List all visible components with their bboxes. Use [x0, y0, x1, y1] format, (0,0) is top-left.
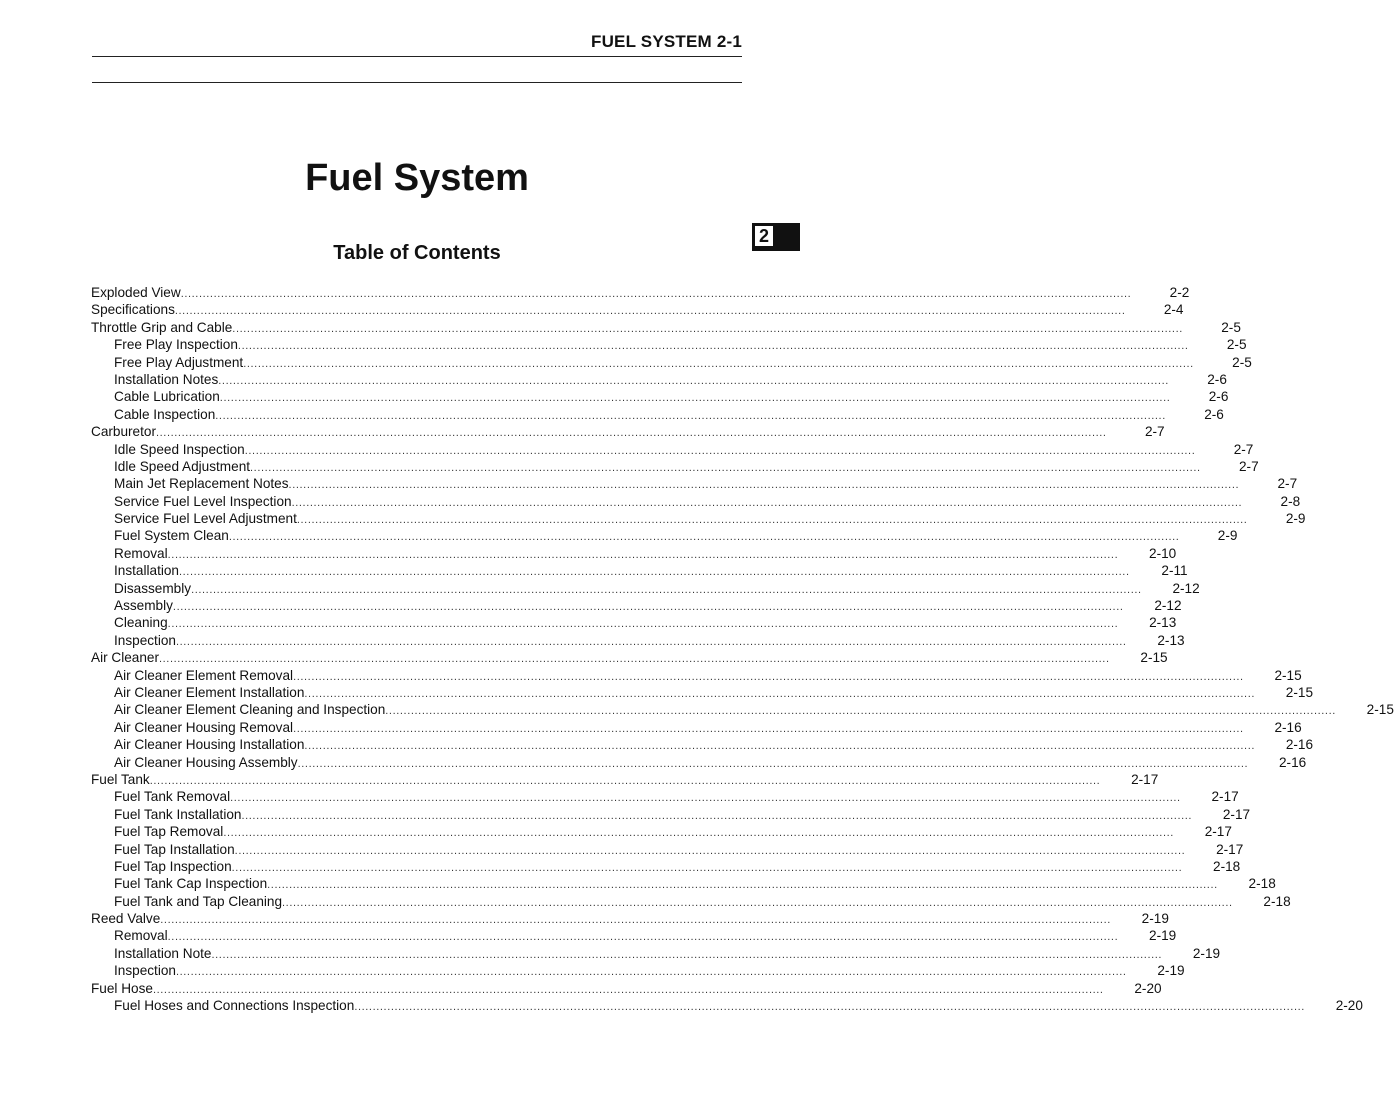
toc-entry-label: Idle Speed Adjustment	[114, 458, 251, 474]
toc-entry[interactable]	[91, 841, 1244, 858]
toc-entry-page: 2-6	[1208, 389, 1229, 405]
toc-entry-label: Fuel Tap Installation	[114, 841, 235, 857]
table-of-contents	[91, 284, 1394, 1014]
toc-entry[interactable]	[91, 945, 1221, 962]
toc-entry[interactable]	[91, 284, 1190, 301]
toc-entry-page: 2-13	[1157, 632, 1185, 648]
toc-entry[interactable]	[91, 510, 1306, 527]
toc-entry-page: 2-18	[1213, 858, 1241, 874]
toc-entry-label: Removal	[114, 545, 168, 561]
dot-leader: ....................................................................................................................................................................................................................................................................	[234, 844, 1186, 857]
dot-leader: ....................................................................................................................................................................................................................................................................	[174, 305, 1126, 318]
toc-entry[interactable]	[91, 980, 1162, 997]
dot-leader: ....................................................................................................................................................................................................................................................................	[218, 374, 1169, 387]
toc-entry-page: 2-5	[1221, 319, 1241, 335]
toc-entry-label: Fuel Tap Inspection	[114, 858, 232, 874]
toc-entry[interactable]	[91, 475, 1298, 492]
dot-leader: ....................................................................................................................................................................................................................................................................	[219, 392, 1171, 405]
dot-leader: ....................................................................................................................................................................................................................................................................	[159, 653, 1110, 666]
toc-entry-label: Inspection	[114, 632, 176, 648]
toc-entry-page: 2-6	[1204, 406, 1224, 422]
toc-entry-page: 2-4	[1163, 302, 1184, 318]
toc-entry-page: 2-5	[1232, 354, 1252, 370]
dot-leader: ....................................................................................................................................................................................................................................................................	[155, 427, 1107, 440]
toc-entry-page: 2-7	[1144, 424, 1165, 440]
toc-entry-page: 2-15	[1366, 702, 1394, 718]
toc-entry-label: Throttle Grip and Cable	[91, 319, 233, 335]
dot-leader: ....................................................................................................................................................................................................................................................................	[304, 740, 1256, 753]
toc-entry-page: 2-15	[1140, 650, 1168, 666]
toc-entry-label: Cable Lubrication	[114, 389, 220, 405]
toc-entry-label: Assembly	[114, 598, 173, 614]
dot-leader: ....................................................................................................................................................................................................................................................................	[167, 618, 1119, 631]
dot-leader: ....................................................................................................................................................................................................................................................................	[354, 1001, 1305, 1014]
toc-entry[interactable]	[91, 632, 1185, 649]
toc-entry-page: 2-19	[1149, 928, 1177, 944]
toc-entry-page: 2-13	[1149, 615, 1177, 631]
dot-leader: ....................................................................................................................................................................................................................................................................	[160, 914, 1111, 927]
toc-entry-label: Exploded View	[91, 285, 181, 300]
toc-entry-label: Air Cleaner Housing Installation	[114, 737, 305, 753]
toc-entry[interactable]	[91, 927, 1177, 944]
toc-entry-label: Air Cleaner Housing Removal	[114, 719, 294, 735]
toc-entry-label: Fuel Tank and Tap Cleaning	[114, 893, 283, 909]
dot-leader: ....................................................................................................................................................................................................................................................................	[250, 461, 1201, 474]
toc-entry[interactable]	[91, 527, 1238, 544]
toc-entry-label: Fuel Tap Removal	[114, 824, 224, 840]
toc-entry[interactable]	[91, 823, 1232, 840]
toc-entry[interactable]	[91, 736, 1314, 753]
toc-entry-page: 2-15	[1285, 684, 1314, 700]
dot-leader: ....................................................................................................................................................................................................................................................................	[304, 687, 1256, 700]
toc-entry-label: Free Play Inspection	[114, 337, 238, 353]
dot-leader: ....................................................................................................................................................................................................................................................................	[215, 409, 1166, 422]
toc-entry-label: Cable Inspection	[114, 406, 216, 422]
toc-entry-page: 2-8	[1280, 493, 1301, 509]
toc-entry[interactable]	[91, 754, 1307, 771]
toc-entry-label: Installation	[114, 563, 179, 579]
toc-entry[interactable]	[91, 545, 1177, 562]
toc-entry-page: 2-18	[1248, 876, 1276, 892]
toc-entry-page: 2-11	[1161, 563, 1188, 579]
toc-entry[interactable]	[91, 875, 1276, 892]
toc-entry-page: 2-17	[1211, 789, 1239, 805]
toc-entry[interactable]	[91, 649, 1168, 666]
toc-entry-page: 2-6	[1207, 371, 1227, 387]
toc-entry[interactable]	[91, 319, 1241, 336]
toc-entry-page: 2-17	[1216, 841, 1244, 857]
dot-leader: ....................................................................................................................................................................................................................................................................	[296, 514, 1248, 527]
dot-leader: ....................................................................................................................................................................................................................................................................	[175, 635, 1127, 648]
toc-entry-page: 2-12	[1154, 598, 1182, 614]
toc-entry[interactable]	[91, 719, 1302, 736]
toc-entry-label: Cleaning	[114, 615, 168, 631]
toc-entry-label: Air Cleaner Element Installation	[114, 684, 305, 700]
toc-entry-page: 2-10	[1149, 545, 1177, 561]
toc-entry[interactable]	[91, 771, 1159, 788]
toc-entry[interactable]	[91, 493, 1301, 510]
dot-leader: ....................................................................................................................................................................................................................................................................	[232, 322, 1183, 335]
toc-entry-page: 2-7	[1233, 441, 1254, 457]
dot-leader: ....................................................................................................................................................................................................................................................................	[293, 722, 1244, 735]
toc-entry-page: 2-19	[1157, 963, 1185, 979]
toc-entry-label: Disassembly	[114, 580, 192, 596]
dot-leader: ....................................................................................................................................................................................................................................................................	[267, 879, 1218, 892]
header-bottom-rule	[92, 82, 742, 83]
toc-entry[interactable]	[91, 336, 1247, 353]
toc-entry-page: 2-12	[1172, 580, 1200, 596]
dot-leader: ....................................................................................................................................................................................................................................................................	[291, 496, 1243, 509]
toc-entry[interactable]	[91, 893, 1291, 910]
toc-entry-page: 2-7	[1277, 476, 1298, 492]
dot-leader: ....................................................................................................................................................................................................................................................................	[297, 757, 1249, 770]
toc-entry-page: 2-20	[1134, 980, 1162, 996]
toc-entry-label: Fuel Tank	[91, 771, 150, 787]
dot-leader: ....................................................................................................................................................................................................................................................................	[179, 566, 1130, 579]
dot-leader: ....................................................................................................................................................................................................................................................................	[230, 792, 1181, 805]
toc-entry[interactable]	[91, 562, 1188, 579]
toc-entry[interactable]	[91, 301, 1184, 318]
toc-entry-label: Free Play Adjustment	[114, 354, 244, 370]
toc-entry-label: Reed Valve	[91, 911, 161, 927]
toc-entry-page: 2-16	[1285, 737, 1314, 753]
toc-entry-label: Air Cleaner Housing Assembly	[114, 754, 298, 770]
toc-entry[interactable]	[91, 806, 1251, 823]
toc-entry[interactable]	[91, 614, 1177, 631]
toc-entry[interactable]	[91, 962, 1185, 979]
toc-entry[interactable]	[91, 580, 1200, 597]
toc-entry[interactable]	[91, 354, 1252, 371]
toc-entry-label: Fuel System Clean	[114, 528, 229, 544]
toc-entry[interactable]	[91, 997, 1363, 1014]
dot-leader: ....................................................................................................................................................................................................................................................................	[149, 774, 1101, 787]
dot-leader: ....................................................................................................................................................................................................................................................................	[385, 705, 1336, 718]
toc-entry[interactable]	[91, 388, 1229, 405]
toc-entry[interactable]	[91, 441, 1254, 458]
toc-entry[interactable]	[91, 406, 1224, 423]
dot-leader: ....................................................................................................................................................................................................................................................................	[231, 861, 1183, 874]
toc-entry-label: Service Fuel Level Adjustment	[114, 511, 297, 527]
toc-entry-label: Fuel Hose	[91, 980, 153, 996]
dot-leader: ....................................................................................................................................................................................................................................................................	[293, 670, 1244, 683]
dot-leader: ....................................................................................................................................................................................................................................................................	[180, 288, 1132, 300]
toc-entry[interactable]	[91, 910, 1169, 927]
toc-entry[interactable]	[91, 423, 1165, 440]
dot-leader: ....................................................................................................................................................................................................................................................................	[241, 809, 1193, 822]
toc-entry[interactable]	[91, 788, 1239, 805]
chapter-number: 2	[754, 225, 774, 247]
toc-entry-page: 2-19	[1192, 945, 1221, 961]
toc-entry-label: Air Cleaner	[91, 650, 159, 666]
toc-entry-page: 2-15	[1274, 667, 1302, 683]
toc-entry-page: 2-17	[1204, 824, 1232, 840]
dot-leader: ....................................................................................................................................................................................................................................................................	[191, 583, 1142, 596]
toc-entry-label: Main Jet Replacement Notes	[114, 476, 289, 492]
dot-leader: ....................................................................................................................................................................................................................................................................	[172, 601, 1124, 614]
toc-entry-label: Fuel Tank Removal	[114, 789, 231, 805]
toc-entry-page: 2-16	[1279, 754, 1307, 770]
dot-leader: ....................................................................................................................................................................................................................................................................	[243, 357, 1194, 370]
toc-entry-page: 2-17	[1131, 771, 1159, 787]
toc-entry-label: Idle Speed Inspection	[114, 441, 245, 457]
dot-leader: ....................................................................................................................................................................................................................................................................	[228, 531, 1180, 544]
toc-entry-label: Fuel Tank Installation	[114, 806, 242, 822]
toc-entry-page: 2-7	[1238, 458, 1259, 474]
toc-entry-page: 2-16	[1274, 719, 1302, 735]
toc-entry-label: Removal	[114, 928, 168, 944]
toc-entry-label: Carburetor	[91, 424, 156, 440]
toc-entry-page: 2-17	[1222, 806, 1251, 822]
dot-leader: ....................................................................................................................................................................................................................................................................	[282, 896, 1233, 909]
toc-entry-page: 2-9	[1217, 528, 1238, 544]
toc-entry[interactable]	[91, 458, 1259, 475]
toc-entry-page: 2-18	[1263, 893, 1291, 909]
header-top-rule	[92, 56, 742, 57]
toc-entry-label: Air Cleaner Element Cleaning and Inspection	[114, 702, 386, 718]
dot-leader: ....................................................................................................................................................................................................................................................................	[167, 931, 1119, 944]
toc-entry-label: Inspection	[114, 963, 176, 979]
toc-entry-label: Installation Notes	[114, 371, 219, 387]
dot-leader: ....................................................................................................................................................................................................................................................................	[223, 827, 1174, 840]
toc-entry-page: 2-2	[1169, 285, 1190, 300]
toc-entry-label: Service Fuel Level Inspection	[114, 493, 292, 509]
toc-entry-page: 2-9	[1285, 511, 1306, 527]
dot-leader: ....................................................................................................................................................................................................................................................................	[237, 340, 1189, 353]
toc-entry[interactable]	[91, 701, 1394, 718]
dot-leader: ....................................................................................................................................................................................................................................................................	[211, 948, 1163, 961]
dot-leader: ....................................................................................................................................................................................................................................................................	[288, 479, 1240, 492]
toc-entry-label: Specifications	[91, 302, 175, 318]
toc-entry[interactable]	[91, 858, 1241, 875]
dot-leader: ....................................................................................................................................................................................................................................................................	[175, 966, 1127, 979]
toc-entry-label: Installation Note	[114, 945, 212, 961]
toc-entry-label: Air Cleaner Element Removal	[114, 667, 294, 683]
dot-leader: ....................................................................................................................................................................................................................................................................	[167, 548, 1119, 561]
dot-leader: ....................................................................................................................................................................................................................................................................	[244, 444, 1196, 457]
toc-entry[interactable]	[91, 684, 1314, 701]
toc-heading: Table of Contents	[333, 242, 501, 264]
page-title: Fuel System	[305, 157, 529, 199]
toc-entry-label: Fuel Hoses and Connections Inspection	[114, 998, 355, 1014]
toc-entry-page: 2-19	[1141, 911, 1169, 927]
toc-entry[interactable]	[91, 371, 1227, 388]
running-header: FUEL SYSTEM 2-1	[591, 32, 742, 51]
toc-entry-page: 2-5	[1226, 337, 1247, 353]
toc-entry[interactable]	[91, 597, 1182, 614]
toc-entry[interactable]	[91, 667, 1302, 684]
toc-entry-page: 2-20	[1335, 998, 1363, 1014]
toc-entry-label: Fuel Tank Cap Inspection	[114, 876, 268, 892]
dot-leader: ....................................................................................................................................................................................................................................................................	[152, 983, 1104, 996]
